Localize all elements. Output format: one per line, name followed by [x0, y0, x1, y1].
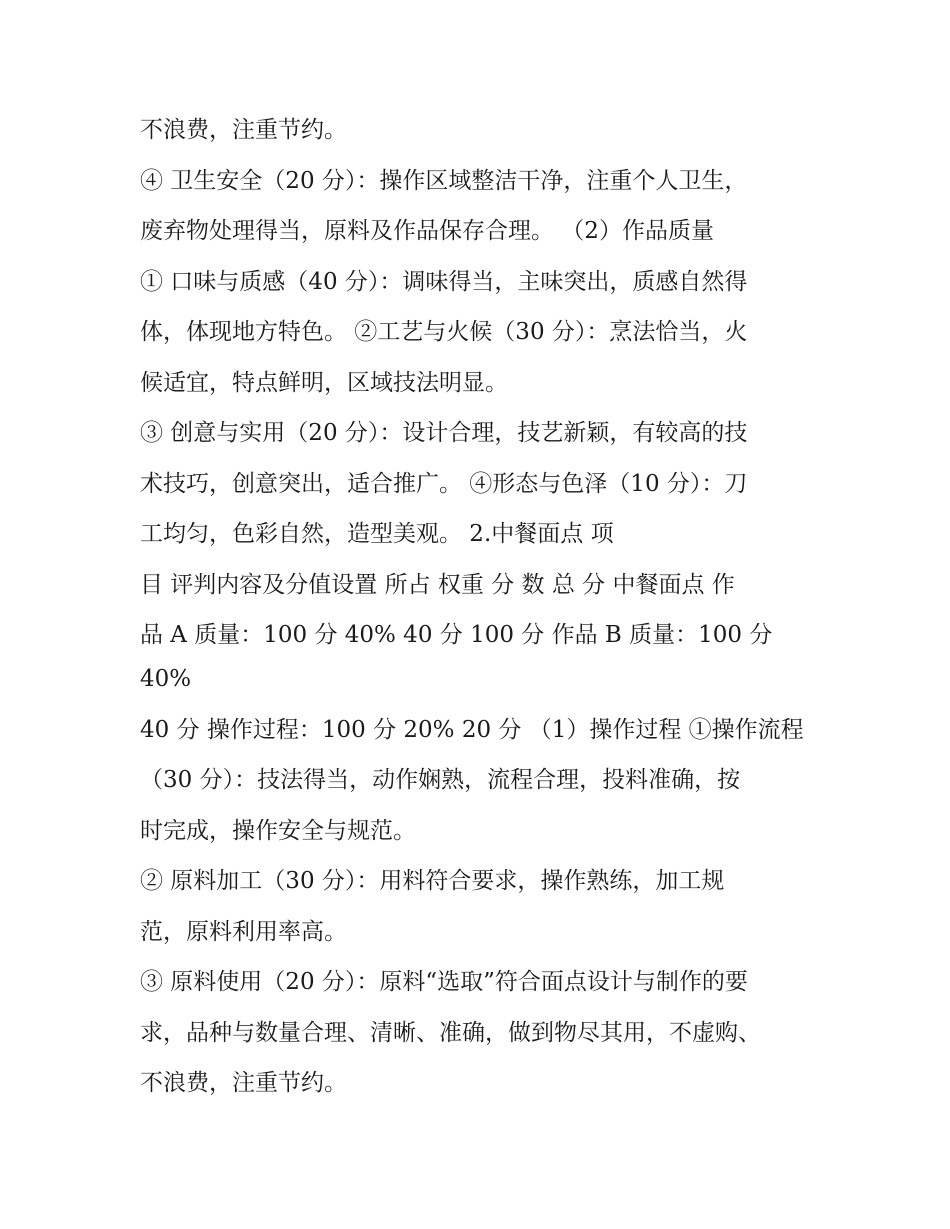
text-line: ③ 创意与实用（20 分）：设计合理，技艺新颖，有较高的技 — [140, 420, 748, 446]
text-line: 40% — [140, 666, 192, 692]
document-body — [140, 108, 840, 1112]
text-line: ④ 卫生安全（20 分）：操作区域整洁干净，注重个人卫生， — [140, 167, 748, 194]
text-line: （30 分）：技法得当，动作娴熟，流程合理，投料准确，按 — [140, 767, 741, 793]
text-line: 体，体现地方特色。 ②工艺与火候（30 分）：烹法恰当，火 — [140, 319, 748, 345]
text-line: 求，品种与数量合理、清晰、准确，做到物尽其用，不虚购、 — [140, 1019, 761, 1046]
text-line: 工均匀，色彩自然，造型美观。 2.中餐面点 项 — [140, 521, 614, 547]
text-line: ② 原料加工（30 分）：用料符合要求，操作熟练，加工规 — [140, 868, 725, 894]
text-line: 候适宜，特点鲜明，区域技法明显。 — [140, 369, 508, 396]
text-line: ③ 原料使用（20 分）：原料“选取”符合面点设计与制作的要 — [140, 969, 748, 995]
text-line: 不浪费，注重节约。 — [140, 117, 347, 143]
text-line: 时完成，操作安全与规范。 — [140, 817, 416, 844]
text-line: 品 A 质量：100 分 40% 40 分 100 分 作品 B 质量：100 分 — [140, 622, 773, 648]
text-line: ① 口味与质感（40 分）：调味得当，主味突出，质感自然得 — [140, 268, 748, 295]
text-line: 术技巧，创意突出，适合推广。 ④形态与色泽（10 分）：刀 — [140, 470, 748, 497]
text-line: 不浪费，注重节约。 — [140, 1070, 347, 1096]
text-line: 废弃物处理得当，原料及作品保存合理。 （2）作品质量 — [140, 218, 714, 244]
text-line: 范，原料利用率高。 — [140, 918, 347, 945]
text-line: 40 分 操作过程：100 分 20% 20 分 （1）操作过程 ①操作流程 — [140, 716, 804, 743]
text-line: 目 评判内容及分值设置 所占 权重 分 数 总 分 中餐面点 作 — [140, 571, 735, 598]
